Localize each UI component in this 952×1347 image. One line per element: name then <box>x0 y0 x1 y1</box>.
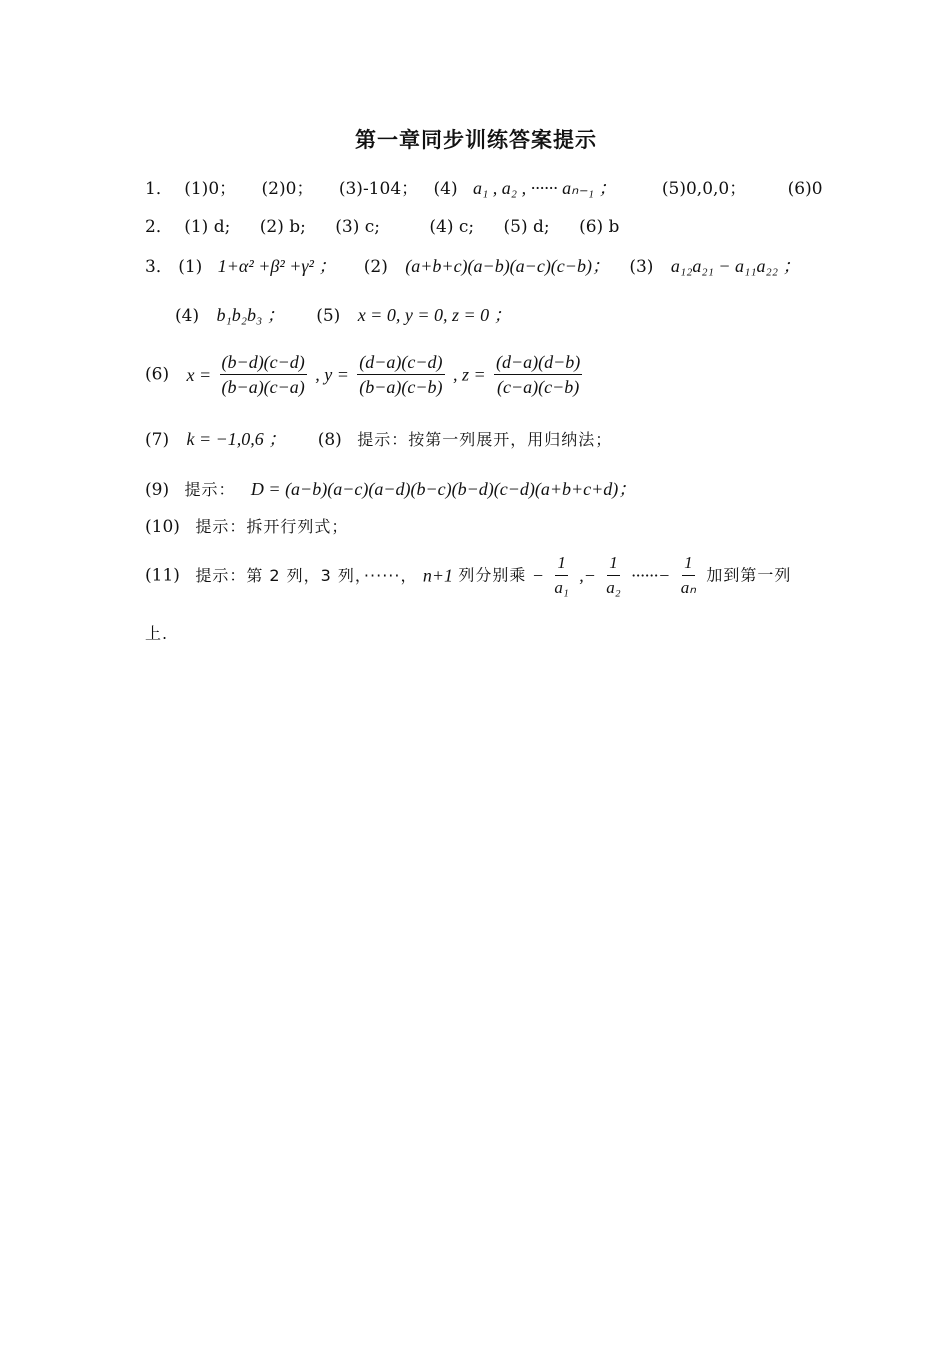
answer-1-4-label: (4) <box>433 179 458 199</box>
answer-line-3 <box>145 254 801 279</box>
answer-line-1 <box>145 176 843 201</box>
answer-1-1: (1)0； <box>184 179 237 199</box>
answer-3-10-label: (10) <box>145 517 180 537</box>
ellipsis-minus: ······− <box>631 565 671 586</box>
answer-2-4: (4) c; <box>429 217 475 237</box>
y-equals: , y = <box>315 364 349 385</box>
z-equals: , z = <box>452 364 486 385</box>
answer-3-2-math: (a+b+c)(a−b)(a−c)(c−b)； <box>405 256 610 276</box>
answer-1-2: (2)0； <box>261 179 314 199</box>
answer-line-4 <box>175 303 512 328</box>
z-numerator: (d−a)(d−b) <box>494 352 582 375</box>
answer-3-10-hint: 提示：拆开行列式； <box>195 517 349 536</box>
answer-line-8 <box>145 515 348 539</box>
separator: ,− <box>579 565 596 586</box>
item-number: 3． <box>145 257 173 277</box>
n-plus-one: n+1 <box>422 565 454 586</box>
page-title: 第一章同步训练答案提示 <box>355 128 597 152</box>
answer-3-2-label: (2) <box>363 257 388 277</box>
answer-3-8-hint: 提示：按第一列展开，用归纳法； <box>357 430 613 449</box>
answer-3-9-hint: 提示： <box>184 480 236 499</box>
x-numerator: (b−d)(c−d) <box>220 352 307 375</box>
answer-3-9-math: D = (a−b)(a−c)(a−d)(b−c)(b−d)(c−d)(a+b+c+d)； <box>250 479 637 499</box>
x-denominator: (b−a)(c−a) <box>221 377 305 397</box>
answer-line-9 <box>145 553 791 598</box>
y-denominator: (b−a)(c−b) <box>359 377 443 397</box>
answer-3-3-math: a₁₂a₂₁ − a₁₁a₂₂ ； <box>670 256 801 276</box>
answer-3-7-label: (7) <box>145 430 170 450</box>
answer-2-3: (3) c; <box>335 217 380 237</box>
answer-3-9-label: (9) <box>145 480 170 500</box>
answer-3-1-math: 1+α² +β² +γ² ； <box>217 256 337 276</box>
fraction-1-over-a1 <box>552 553 570 598</box>
fraction-2-denominator: a₂ <box>606 578 621 597</box>
answer-3-11-label: (11) <box>145 565 180 586</box>
answer-3-1-label: (1) <box>178 257 203 277</box>
answer-line-2 <box>145 215 639 239</box>
y-fraction <box>357 352 444 397</box>
answer-3-11-hint: 提示：第 2 列，3 列，······， <box>195 565 418 585</box>
x-fraction <box>220 352 307 397</box>
answer-3-5-label: (5) <box>316 306 341 326</box>
answer-3-7-math: k = −1,0,6 ； <box>186 429 287 449</box>
z-denominator: (c−a)(c−b) <box>497 377 580 397</box>
answer-line-7 <box>145 477 636 502</box>
answer-2-6: (6) b <box>579 217 620 237</box>
fraction-1-over-an <box>679 553 698 598</box>
answer-1-4-math: a₁ , a₂ , ······ aₙ₋₁ ； <box>473 178 617 198</box>
answer-3-6-label: (6) <box>145 364 170 385</box>
answer-line-6 <box>145 427 612 452</box>
answer-3-3-label: (3) <box>629 257 654 277</box>
answer-line-10 <box>145 622 168 646</box>
answer-3-11-continuation: 上. <box>145 624 169 643</box>
fraction-1-denominator: a₁ <box>554 578 569 597</box>
answer-2-2: (2) b; <box>259 217 306 237</box>
answer-3-5-math: x = 0, y = 0, z = 0 ； <box>357 305 512 325</box>
answer-1-6: (6)0 <box>787 179 823 199</box>
answer-line-5 <box>145 352 585 397</box>
answer-3-11-hint-2: 列分别乘 <box>458 565 527 585</box>
fraction-3-denominator: aₙ <box>680 578 696 597</box>
x-equals: x = <box>186 364 212 385</box>
answer-3-4-label: (4) <box>175 306 200 326</box>
answer-3-8-label: (8) <box>317 430 342 450</box>
answer-3-4-math: b₁b₂b₃ ； <box>216 305 285 325</box>
fraction-2-numerator: 1 <box>607 553 620 576</box>
answer-3-11-hint-3: 加到第一列 <box>706 565 792 585</box>
fraction-3-numerator: 1 <box>682 553 695 576</box>
fraction-1-numerator: 1 <box>555 553 568 576</box>
fraction-1-over-a2 <box>604 553 622 598</box>
answer-2-5: (5) d; <box>503 217 550 237</box>
z-fraction <box>494 352 582 397</box>
answer-2-1: (1) d; <box>184 217 231 237</box>
answer-1-5: (5)0,0,0； <box>661 179 747 199</box>
item-number: 1． <box>145 179 173 199</box>
item-number: 2． <box>145 217 173 237</box>
minus-sign: − <box>531 565 544 586</box>
answer-1-3: (3)-104； <box>338 179 419 199</box>
y-numerator: (d−a)(c−d) <box>357 352 444 375</box>
